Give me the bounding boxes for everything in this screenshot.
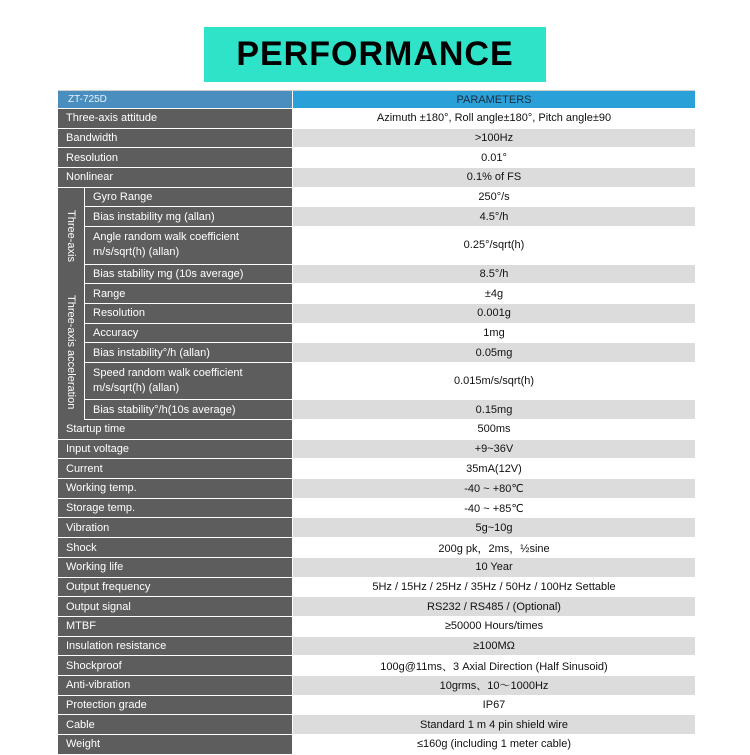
row-label: Output signal bbox=[58, 597, 293, 616]
table-row bbox=[85, 188, 695, 208]
gyro-group bbox=[58, 188, 695, 284]
row-label: Protection grade bbox=[58, 696, 293, 715]
table-row bbox=[58, 715, 695, 735]
row-value: 8.5°/h bbox=[293, 265, 695, 284]
row-value: -40 ~ +85℃ bbox=[293, 499, 695, 518]
table-row bbox=[58, 518, 695, 538]
row-label: Bias instability mg (allan) bbox=[85, 207, 293, 226]
row-value: 0.015m/s/sqrt(h) bbox=[293, 363, 695, 399]
row-value: 0.15mg bbox=[293, 400, 695, 419]
row-label: Insulation resistance bbox=[58, 637, 293, 656]
row-value: 10grms、10～1000Hz bbox=[293, 676, 695, 695]
row-label: Resolution bbox=[58, 148, 293, 167]
row-label: Nonlinear bbox=[58, 168, 293, 187]
header-model: ZT-725D bbox=[58, 91, 293, 108]
header-parameters: PARAMETERS bbox=[293, 91, 695, 108]
row-value: 1mg bbox=[293, 324, 695, 343]
row-label: Gyro Range bbox=[85, 188, 293, 207]
table-row bbox=[58, 676, 695, 696]
row-label: Input voltage bbox=[58, 440, 293, 459]
row-value: 100g@11ms、3 Axial Direction (Half Sinusoid) bbox=[293, 656, 695, 675]
row-label: Storage temp. bbox=[58, 499, 293, 518]
row-value: 0.01° bbox=[293, 148, 695, 167]
page-title: PERFORMANCE bbox=[204, 27, 546, 82]
row-label: Bias instability°/h (allan) bbox=[85, 343, 293, 362]
row-value: 500ms bbox=[293, 420, 695, 439]
row-value: 35mA(12V) bbox=[293, 459, 695, 478]
table-row bbox=[58, 479, 695, 499]
table-row bbox=[58, 637, 695, 657]
row-value: +9~36V bbox=[293, 440, 695, 459]
table-row bbox=[85, 363, 695, 400]
table-header bbox=[58, 91, 695, 109]
table-row bbox=[58, 558, 695, 578]
row-value: 250°/s bbox=[293, 188, 695, 207]
row-label: Current bbox=[58, 459, 293, 478]
row-value: -40 ~ +80℃ bbox=[293, 479, 695, 498]
row-value: ≤160g (including 1 meter cable) bbox=[293, 735, 695, 754]
table-row bbox=[58, 597, 695, 617]
row-label: Accuracy bbox=[85, 324, 293, 343]
table-row bbox=[58, 459, 695, 479]
row-label: Weight bbox=[58, 735, 293, 754]
row-label: Cable bbox=[58, 715, 293, 734]
row-value: IP67 bbox=[293, 696, 695, 715]
table-row bbox=[58, 735, 695, 755]
row-label: Working temp. bbox=[58, 479, 293, 498]
row-label: Output frequency bbox=[58, 578, 293, 597]
table-row bbox=[85, 304, 695, 324]
table-row bbox=[58, 499, 695, 519]
row-label: Working life bbox=[58, 558, 293, 577]
table-row bbox=[58, 696, 695, 716]
table-row bbox=[85, 324, 695, 344]
row-label: Bias stability mg (10s average) bbox=[85, 265, 293, 284]
accel-group bbox=[58, 284, 695, 420]
table-row bbox=[58, 440, 695, 460]
row-value: 0.001g bbox=[293, 304, 695, 323]
row-value: 5Hz / 15Hz / 25Hz / 35Hz / 50Hz / 100Hz Settable bbox=[293, 578, 695, 597]
table-row bbox=[85, 227, 695, 264]
row-value: 4.5°/h bbox=[293, 207, 695, 226]
row-label: Bias stability°/h(10s average) bbox=[85, 400, 293, 419]
table-row bbox=[58, 538, 695, 558]
row-label: MTBF bbox=[58, 617, 293, 636]
row-label: Speed random walk coefficient m/s/sqrt(h) (allan) bbox=[85, 363, 293, 399]
row-value: ≥50000 Hours/times bbox=[293, 617, 695, 636]
row-value: 0.05mg bbox=[293, 343, 695, 362]
table-row bbox=[58, 148, 695, 168]
row-value: RS232 / RS485 / (Optional) bbox=[293, 597, 695, 616]
row-label: Vibration bbox=[58, 518, 293, 537]
row-label: Range bbox=[85, 284, 293, 303]
row-label: Three-axis attitude bbox=[58, 109, 293, 128]
row-value: Azimuth ±180°, Roll angle±180°, Pitch angle±90 bbox=[293, 109, 695, 128]
table-row bbox=[85, 343, 695, 363]
row-value: 5g~10g bbox=[293, 518, 695, 537]
table-row bbox=[58, 420, 695, 440]
row-value: Standard 1 m 4 pin shield wire bbox=[293, 715, 695, 734]
spec-table bbox=[58, 90, 695, 755]
table-row bbox=[85, 284, 695, 304]
row-value: 0.1% of FS bbox=[293, 168, 695, 187]
row-label: Startup time bbox=[58, 420, 293, 439]
table-row bbox=[58, 109, 695, 129]
table-row bbox=[85, 265, 695, 285]
row-label: Resolution bbox=[85, 304, 293, 323]
table-row bbox=[58, 656, 695, 676]
row-label: Shock bbox=[58, 538, 293, 557]
row-label: Bandwidth bbox=[58, 129, 293, 148]
row-value: ≥100MΩ bbox=[293, 637, 695, 656]
row-label: Angle random walk coefficient m/s/sqrt(h) (allan) bbox=[85, 227, 293, 263]
table-row bbox=[58, 617, 695, 637]
row-value: 10 Year bbox=[293, 558, 695, 577]
table-row bbox=[58, 129, 695, 149]
row-label: Shockproof bbox=[58, 656, 293, 675]
table-row bbox=[85, 400, 695, 420]
table-row bbox=[58, 168, 695, 188]
row-label: Anti-vibration bbox=[58, 676, 293, 695]
accel-group-label: Three-axis acceleration bbox=[58, 284, 85, 420]
gyro-group-label: Three-axis bbox=[58, 188, 85, 284]
table-row bbox=[85, 207, 695, 227]
row-value: >100Hz bbox=[293, 129, 695, 148]
row-value: 200g pk，2ms，½sine bbox=[293, 538, 695, 557]
table-row bbox=[58, 578, 695, 598]
row-value: 0.25°/sqrt(h) bbox=[293, 227, 695, 263]
row-value: ±4g bbox=[293, 284, 695, 303]
